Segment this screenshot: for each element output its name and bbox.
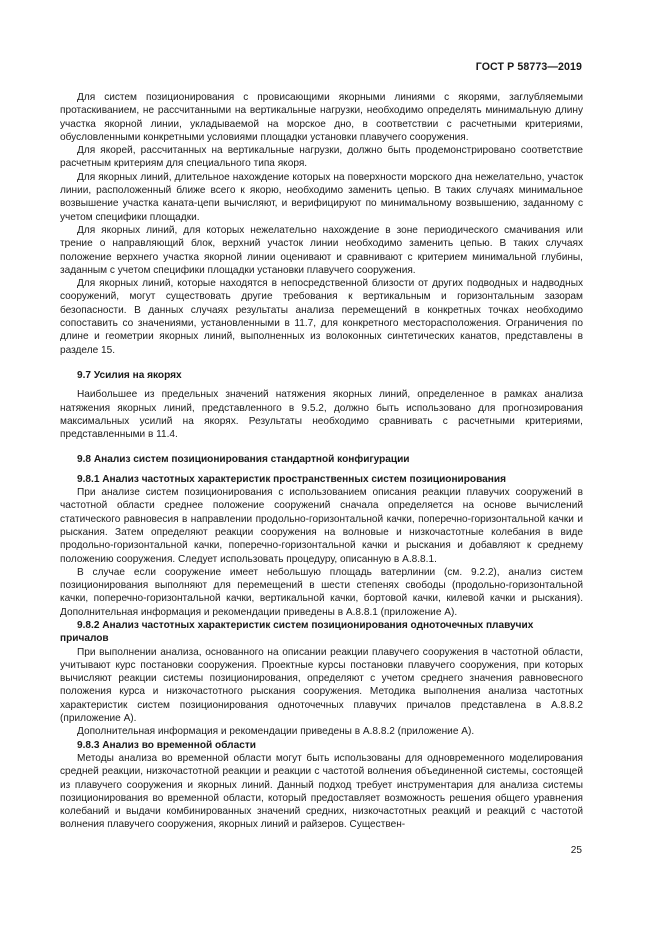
paragraph: При выполнении анализа, основанного на описании реакции плавучего сооружения в частотной области, учитывают курс постановки сооружения. Проектные курсы постановки плавучего сооружения, при которых вычисляют реакции системы позиционирования, определяют с учетом среднего значения равновесного положения курса и низкочастотного рыскания сооружения. Методика выполнения анализа частотных характеристик систем позиционирования одноточечных плавучих причалов представлена в А.8.8.2 (приложение А). — [60, 646, 583, 725]
section-heading-9-7: 9.7 Усилия на якорях — [77, 369, 182, 381]
paragraph: В случае если сооружение имеет небольшую площадь ватерлинии (см. 9.2.2), анализ систем позиционирования выполняют для перемещений в шести степенях свободы (продольно-горизонтальной качки, поперечно-горизонтальной качки, вертикальной качки, бортовой качки, килевой качки и рыскания). Дополнительная информация и рекомендации приведены в А.8.8.1 (приложение А). — [60, 566, 583, 618]
document-id: ГОСТ Р 58773—2019 — [475, 61, 582, 73]
page-number: 25 — [570, 845, 582, 856]
paragraph: Дополнительная информация и рекомендации приведены в А.8.8.2 (приложение А). — [77, 726, 475, 738]
section-heading-9-8: 9.8 Анализ систем позиционирования стандартной конфигурации — [77, 454, 410, 466]
paragraph: Методы анализа во временной области могут быть использованы для одновременного моделирования средней реакции, низкочастотной реакции и реакции с частотой волнения объединенной системы, состоящей из плавучего сооружения и якорных линий. Данный подход требует инструментария для анализа системы позиционирования во временной области, который предоставляет возможность решения общего уравнения колебаний и выдачи комбинированных значений средних, низкочастотных реакций и реакций с частотой волнения плавучего сооружения, якорных линий и райзеров. Существен- — [60, 752, 583, 831]
subsection-heading-9-8-2: 9.8.2 Анализ частотных характеристик систем позиционирования одноточечных плавучих причалов — [60, 619, 534, 645]
subsection-heading-9-8-1: 9.8.1 Анализ частотных характеристик пространственных систем позиционирования — [77, 473, 506, 485]
subsection-heading-9-8-3: 9.8.3 Анализ во временной области — [77, 739, 256, 751]
paragraph: Для якорных линий, для которых нежелательно нахождение в зоне периодического смачивания или трение о направляющий блок, верхний участок линии необходимо заменить цепью. В таких случаях положение верхнего участка якорной линии оценивают и сравнивают с критерием минимальной глубины, заданным с учетом специфики площадки установки плавучего сооружения. — [60, 224, 583, 276]
paragraph: При анализе систем позиционирования с использованием описания реакции плавучих сооружений в частотной области среднее положение сооружений сначала определяется на основе вычислений статического равновесия в направлении продольно-горизонтальной качки, поперечно-горизонтальной качки и рыскания. Затем определяют реакции сооружения на волновые и низкочастотные колебания в виде продольно-горизонтальной качки, поперечно-горизонтальной качки и рыскания и добавляют к среднему положению сооружения. Следует использовать процедуру, описанную в А.8.8.1. — [60, 487, 583, 565]
paragraph: Для якорей, рассчитанных на вертикальные нагрузки, должно быть продемонстрировано соответствие расчетным критериям для специального типа якоря. — [60, 145, 583, 170]
paragraph: Для якорных линий, длительное нахождение которых на поверхности морского дна нежелательно, участок линии, расположенный ближе всего к якорю, необходимо заменить цепью. В таких случаях минимальное возвышение участка каната-цепи вычисляют, и верифицируют по минимальному возвышению, заданному с учетом специфики площадки. — [60, 171, 583, 223]
paragraph: Для якорных линий, которые находятся в непосредственной близости от других подводных и надводных сооружений, могут существовать другие требования к вертикальным и горизонтальным зазорам безопасности. В данных случаях результаты анализа перемещений в конкретных точках необходимо сопоставить со значениями, установленными в 11.7, для конкретного месторасположения. Ограничения по длине и геометрии якорных линий, выполненных из волоконных синтетических канатов, представлены в разделе 15. — [60, 278, 583, 356]
paragraph: Для систем позиционирования с провисающими якорными линиями с якорями, заглубляемыми протаскиванием, не рассчитанными на вертикальные нагрузки, необходимо определять минимальную длину участка якорной линии, укладываемой на морское дно, в соответствии с расчетными критериями, обусловленными конкретными условиями площадки установки плавучего сооружения. — [60, 92, 583, 143]
document-body — [60, 91, 583, 832]
paragraph: Наибольшее из предельных значений натяжения якорных линий, определенное в рамках анализа натяжения якорных линий, представленного в 9.5.2, должно быть использовано для прогнозирования максимальных усилий на якорях. Результаты необходимо сравнивать с расчетными критериями, представленными в 11.4. — [60, 389, 583, 441]
